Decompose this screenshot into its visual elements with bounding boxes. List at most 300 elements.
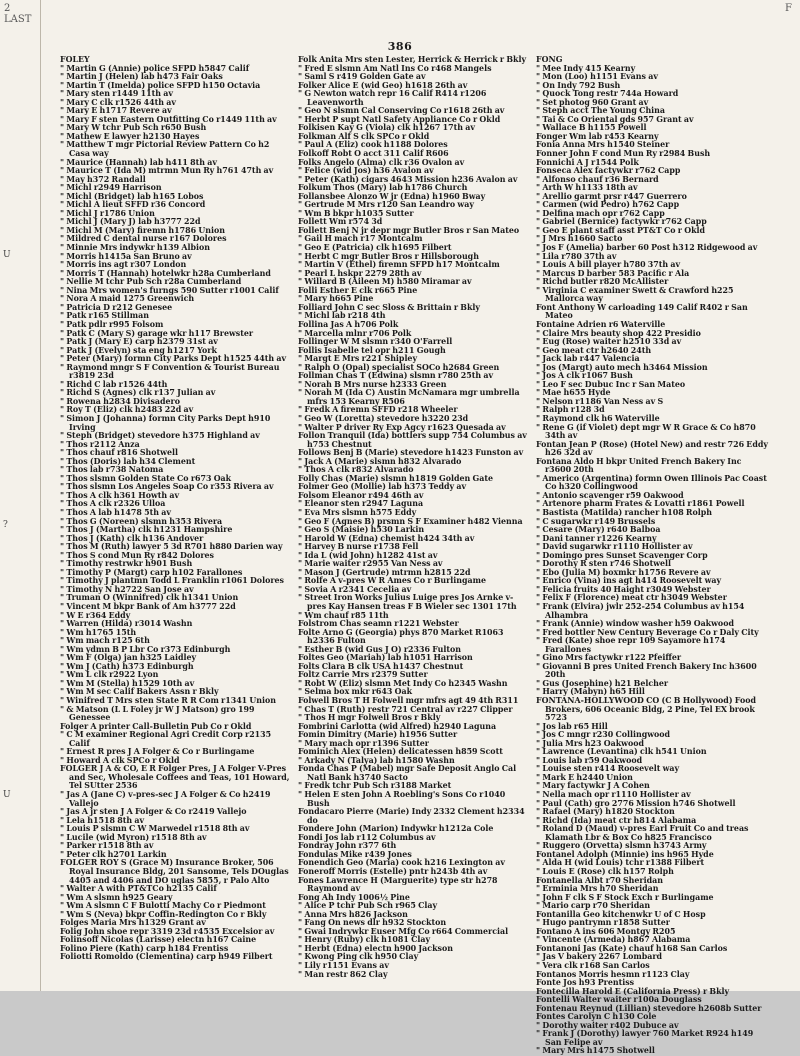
directory-entry: " Mee Indy 415 Kearny	[536, 63, 636, 73]
directory-entry: " Giovanni B pres United French Bakery Inc h3600 20th	[536, 661, 757, 680]
directory-entry: " Alda H (wid Louis) tchr r1388 Filbert	[536, 858, 705, 868]
directory-entry: Font Anthony W carloading 149 Calif R402 r San Mateo	[536, 302, 748, 321]
directory-entry: Fontano A ins 606 Montgy R205	[536, 926, 676, 936]
directory-entry: " Frank (Annie) window washer h59 Oakwood	[536, 619, 734, 629]
directory-entry: " Mary mach opr r1396 Sutter	[298, 738, 429, 748]
directory-entry: Folly Chas (Marie) slsmn h1819 Golden Gate	[298, 473, 494, 483]
directory-entry: " & Matson (L L Foley jr W J Matson) gro 199 Genessee	[60, 704, 255, 723]
directory-entry: " Americo (Argentina) formn Owen Illinois Pac Coast Co h320 Collingwood	[536, 473, 767, 492]
directory-entry: " Jos F (Amelia) barber 60 Post h312 Ridgewood av	[536, 243, 758, 253]
directory-entry: " Roland D (Maud) v-pres Earl Fruit Co and treas Klamath Lbr & Box Co h825 Francisco	[536, 824, 749, 842]
directory-entry: " Cesare (Mary) r640 Balboa	[536, 525, 661, 535]
directory-entry: " Rafael (Mary) h1820 Stockton	[536, 807, 675, 817]
directory-entry: " Mark E h2440 Union	[536, 772, 633, 782]
corner-mark-left-2: LAST	[4, 14, 32, 25]
directory-entry: FONTANA-HOLLYWOOD CO (C B Hollywood) Food Brokers, 606 Oceanic Bldg, 2 Pine, Tel EX brook 5723	[536, 696, 757, 723]
directory-entry: " Mildred C dental nurse r167 Dolores	[60, 234, 227, 244]
directory-entry: " Jas V bakery 2267 Lombard	[536, 952, 663, 962]
directory-entry: " Gino Mrs factywkr r122 Pfeiffer	[536, 653, 682, 663]
directory-entry: " Mathew E lawyer h2130 Hayes	[60, 131, 200, 141]
directory-entry: " Wm A slsmn C F Bulotti Machy Co r Piedmont	[60, 901, 266, 911]
directory-entry: " Howard A clk SPCo r Okld	[60, 755, 180, 765]
directory-entry: " Thos A lab h1478 5th av	[60, 507, 171, 517]
directory-entry: " Fang On news dlr h932 Stockton	[298, 918, 447, 928]
directory-entry: Fondulas Mike r439 Jones	[298, 849, 412, 859]
directory-entry: " Thos A clk h361 Howth av	[60, 490, 180, 500]
directory-entry: " Michl J r1786 Union	[60, 208, 155, 218]
directory-entry: " Martin V (Ethel) firemn SFPD h17 Montcalm	[298, 260, 500, 270]
directory-entry: " Anna Mrs h826 Jackson	[298, 909, 408, 919]
directory-entry: " Jos C mngr r230 Collingwood	[536, 730, 671, 740]
directory-entry: " Timothy P (Margt) carp h102 Farallones	[60, 567, 243, 577]
directory-entry: Folk Anita Mrs sten Lester, Herrick & Herrick r Bkly	[298, 55, 527, 64]
directory-entry: " Rowena h2834 Divisadero	[60, 396, 180, 406]
directory-entry: " Arkady N (Talya) lab h1580 Washn	[298, 755, 455, 765]
directory-entry: " Patk C (Mary S) garage wkr h117 Brewster	[60, 328, 254, 338]
directory-entry: " Patk J (Evelyn) sta eng h1217 York	[60, 345, 217, 355]
directory-entry: Folkoff Robt O acct 311 Calif R606	[298, 149, 449, 159]
directory-entry: " Geo meat ctr h2640 24th	[536, 345, 652, 355]
directory-entry: " Carmen (wid Pedro) h762 Capp	[536, 200, 680, 210]
directory-entry: " Gail H mach r17 Montcalm	[298, 234, 423, 244]
directory-entry: " Ida L (wid John) h1282 41st av	[298, 550, 438, 560]
directory-entry: " Jos (Margt) auto mech h3464 Mission	[536, 362, 708, 372]
directory-entry: Folmer Geo (Mollie) lab h373 Teddy av	[298, 482, 467, 492]
directory-entry: " Frank J (Dorothy) lawyer 760 Market R924 h149 San Felipe av	[536, 1029, 754, 1047]
directory-entry: " Norah B Mrs nurse h2333 Green	[298, 379, 447, 389]
directory-entry: Folinsoff Nicolas (Larisse) electn h167 Caine	[60, 935, 257, 945]
directory-entry: " Saml S r419 Golden Gate av	[298, 72, 426, 82]
directory-entry: " Leo F sec Dubuc Inc r San Mateo	[536, 379, 686, 389]
directory-entry: " Felix F (Florence) meat ctr h3049 Webster	[536, 593, 727, 603]
directory-entry: " Wm chauf r85 11th	[298, 610, 389, 620]
directory-entry: " C M examiner Regional Agri Credit Corp r2135 Calif	[60, 730, 272, 748]
directory-entry: " Eug (Rose) waiter h2510 33d av	[536, 337, 682, 347]
directory-entry: " Timothy N h2722 San Jose av	[60, 584, 194, 594]
directory-entry: " Artenore pharm Frates & Lovatti r1861 Powell	[536, 499, 745, 509]
directory-entry: " Martin J (Helen) lab h473 Fair Oaks	[60, 72, 223, 82]
directory-entry: Folwell Bros T H Folwell mgr mfrs agt 49 4th R311	[298, 696, 519, 706]
directory-entry: Fontanella Albt r70 Sheridan	[536, 875, 663, 885]
directory-entry: Foneroff Morris (Estelle) pntr h243b 4th av	[298, 866, 488, 876]
directory-entry: " David sugarwkr r1110 Hollister av	[536, 542, 693, 552]
directory-entry: " Fred bottler New Century Beverage Co r Daly City	[536, 627, 759, 637]
directory-entry: " Michl J (Mary J) lab h3777 22d	[60, 217, 201, 227]
directory-entry: " Richd S (Agnes) clk r137 Julian av	[60, 388, 216, 398]
directory-column-3	[536, 55, 768, 1056]
directory-entry: " Ralph r128 3d	[536, 405, 605, 415]
directory-entry: " Mary C clk r1526 44th av	[60, 97, 176, 107]
directory-entry: " Geo W (Loretta) stevedore h3220 23d	[298, 413, 469, 423]
directory-entry: " Thos A clk r2326 Ulloa	[60, 499, 166, 509]
directory-entry: " Thos M (Ruth) lawyer 5 3d R701 h880 Darien way	[60, 542, 283, 552]
directory-column-1	[60, 56, 292, 976]
directory-entry: " Walter A with PT&TCo h2135 Calif	[60, 884, 217, 894]
directory-entry: " Louis E (Rose) clk h157 Rolph	[536, 866, 674, 876]
directory-entry: " Jas A jr sten J A Folger & Co r2419 Vallejo	[60, 807, 247, 817]
directory-entry: Fonendich Geo (Maria) cook h216 Lexington av	[298, 858, 505, 868]
directory-entry: " Fredk tchr Pub Sch r3188 Market	[298, 781, 452, 791]
directory-entry: " Willard B (Aileen M) h580 Miramar av	[298, 277, 472, 287]
directory-entry: " Morris T (Hannah) hotelwkr h28a Cumberland	[60, 268, 271, 278]
directory-entry: " Mae h655 Hyde	[536, 388, 611, 398]
directory-entry: " Peter (Kath) cigars 4643 Mission h236 Avalon av	[298, 174, 518, 184]
directory-entry: " Rene G (if Violet) dept mgr W R Grace & Co h870 34th av	[536, 422, 756, 441]
directory-entry: Fonger Wm lab r453 Kearny	[536, 131, 659, 141]
directory-entry: Folig John shoe repr 3319 23d r4535 Excelsior av	[60, 926, 275, 936]
directory-entry: " Nella mach opr r1110 Hollister av	[536, 790, 691, 800]
directory-entry: " Delfina mach opr r762 Capp	[536, 208, 665, 218]
directory-entry: Fontelli Walter waiter r100a Douglass	[536, 995, 702, 1005]
directory-entry: " Vincent M bkpr Bank of Am h3777 22d	[60, 602, 236, 611]
directory-entry: " Jack lab r447 Valencia	[536, 354, 640, 364]
directory-entry: " Timothy restrwkr h901 Bush	[60, 559, 193, 569]
directory-entry: " Ruggero (Orvetta) slsmn h3743 Army	[536, 841, 707, 851]
directory-entry: Fondi Jos lab r112 Columbus av	[298, 832, 436, 842]
directory-entry: Fontan Jean P (Rose) (Hotel New) and restr 726 Eddy h26 32d av	[536, 439, 768, 458]
directory-entry: " Lila r780 37th av	[536, 251, 617, 261]
directory-entry: Fondere John (Marion) Indywkr h1212a Cole	[298, 824, 494, 834]
directory-entry: Folts Clara B clk USA h1437 Chestnut	[298, 661, 464, 671]
directory-entry: " Mason J (Gertrude) mtrmn h2815 22d	[298, 567, 471, 577]
directory-entry: " Gwai Indrywkr Euser Mfg Co r664 Commercial	[298, 926, 509, 936]
directory-entry: Fonseca Alex factywkr r762 Capp	[536, 166, 681, 176]
directory-entry: " Mary factywkr J A Cohen	[536, 781, 650, 791]
directory-entry: " Pearl L hskpr 2279 28th av	[298, 268, 422, 278]
directory-entry: Follinger W M slsmn r340 O'Farrell	[298, 337, 453, 347]
directory-entry: " On Indy 792 Bush	[536, 80, 621, 90]
directory-entry: Folkisen Kay G (Viola) clk h1267 17th av	[298, 123, 475, 133]
page-number: 386	[387, 40, 413, 53]
directory-entry: " Paul A (Eliz) cook h1188 Dolores	[298, 140, 448, 150]
corner-mark-right: F	[785, 3, 792, 14]
directory-entry: " Richd butler r820 McAllister	[536, 277, 669, 287]
margin-mark: ?	[3, 520, 8, 530]
directory-entry: " Lawrence (Levantina) clk h541 Union	[536, 747, 707, 757]
directory-entry: " Richd (Ida) meat ctr h814 Alabama	[536, 815, 697, 825]
directory-entry: Fonnichi A J r1544 Polk	[536, 157, 639, 167]
directory-entry: " Hugo pantrymn r1858 Sutter	[536, 918, 670, 928]
directory-entry: " Michl M (Mary) firemn h1786 Union	[60, 225, 225, 235]
directory-entry: Folger A printer Call-Bulletin Pub Co r Okld	[60, 721, 252, 731]
directory-entry: Folkman Alf S clk SPCo r Okld	[298, 131, 430, 141]
directory-entry: " Felicia fruits 40 Haight r3049 Webster	[536, 584, 711, 594]
directory-entry: Fontanilla Geo kitchenwkr U of C Hosp	[536, 909, 706, 919]
directory-entry: " Roy T (Eliz) clk h2483 22d av	[60, 405, 194, 415]
directory-entry: Fontanoni Jas (Kate) chauf h168 San Carlos	[536, 943, 728, 953]
directory-entry: " Mary Mrs h1475 Shotwell	[536, 1046, 655, 1056]
directory-entry: Fominich Alex (Helen) delicatessen h859 Scott	[298, 747, 503, 757]
directory-entry: " Man restr 862 Clay	[298, 969, 388, 979]
directory-entry: " Mary E h1717 Revere av	[60, 106, 172, 116]
directory-entry: " Thos J (Martha) clk h1231 Hampshire	[60, 525, 233, 535]
directory-entry: " Wm L clk r2922 Lyon	[60, 670, 159, 680]
directory-entry: Folliard John C sec Sloss & Brittain r Bkly	[298, 302, 481, 312]
directory-entry: " Wm M (Stella) h1529 10th av	[60, 678, 195, 688]
directory-entry: Fones Lawrence H (Marguerite) type str h278 Raymond av	[298, 875, 498, 894]
directory-entry: " Gus (Josephine) h21 Belcher	[536, 678, 669, 688]
directory-entry: " Margt E Mrs r221 Shipley	[298, 354, 418, 364]
margin-mark: U	[3, 790, 11, 800]
directory-entry: Foliotti Romoldo (Clementina) carp h949 Filbert	[60, 952, 273, 962]
directory-entry: Fontana Aldo H bkpr United French Bakery Inc r3600 20th	[536, 456, 742, 475]
directory-entry: Follon Tranquil (Ida) bottlers supp 754 Columbus av h753 Chestnut	[298, 431, 527, 449]
directory-entry: " Esther B (wid Gus J O) r2336 Fulton	[298, 644, 462, 654]
directory-entry: " Thos H mgr Folwell Bros r Bkly	[298, 713, 441, 723]
directory-entry: " Morris ins agt r307 London	[60, 260, 187, 270]
directory-entry: " Arth W h1133 18th av	[536, 183, 638, 193]
directory-entry: " Patk J (Mary E) carp h2379 31st av	[60, 337, 218, 347]
directory-entry: " Street Iron Works Julius Luige pres Jos Arnke v-pres Kay Hansen treas F B Wieler sec 1301 17th	[298, 593, 517, 611]
directory-entry: " Matthew T mgr Pictorial Review Pattern Co h2 Casa way	[60, 140, 270, 159]
page-fold-line	[40, 0, 41, 991]
directory-entry: " Lela h1518 8th av	[60, 815, 145, 825]
directory-entry: " Thos lab r738 Natoma	[60, 465, 164, 475]
directory-entry: " Jas A (Jane C) v-pres-sec J A Folger & Co h2419 Vallejo	[60, 790, 271, 808]
directory-entry: Foltes Geo (Mariah) lab h1051 Harrison	[298, 653, 473, 663]
directory-entry: Fonda Chas P (Mabel) mgr Safe Deposit Anglo Cal Natl Bank h3740 Sacto	[298, 764, 517, 782]
directory-entry: " Felice (wid Jos) h36 Avalon av	[298, 166, 434, 176]
directory-entry: " Mary W tchr Pub Sch r650 Bush	[60, 123, 207, 133]
directory-entry: " Arellio garmt prsr r447 Guerrero	[536, 191, 687, 201]
directory-entry: " Marcus D barber 583 Pacific r Ala	[536, 268, 690, 278]
directory-entry: " Ebo (Julia M) boxmkr h1756 Revere av	[536, 567, 711, 577]
directory-entry: " Domingo pres Sunset Scavenger Corp	[536, 550, 708, 560]
directory-entry: " Harry (Mabyn) h65 Hill	[536, 687, 645, 697]
directory-entry: " Frank (Elvira) jwlr 252-254 Columbus av h154 Alhambra	[536, 602, 745, 620]
directory-entry: Fonner John F cond Mun Ry r2984 Bush	[536, 149, 711, 159]
directory-entry: " Dorothy waiter r402 Dubuce av	[536, 1020, 679, 1030]
directory-entry: " Nelson r1186 Van Ness av S	[536, 396, 664, 406]
directory-entry: " Enrico (Vina) ins agt h414 Roosevelt way	[536, 576, 722, 586]
directory-entry: " Louis P slsmn C W Marwedel r1518 8th av	[60, 824, 250, 834]
directory-entry: " Louise sten r414 Roosevelt way	[536, 764, 680, 774]
directory-entry: " Norah M (Ida C) Austin McNamara mgr umbrella mfrs 153 Kearny R506	[298, 388, 520, 406]
directory-entry: Folte Arno G (Georgia) phys 870 Market R1063 h2336 Fulton	[298, 627, 504, 646]
directory-entry: Fonte Jos h93 Prentiss	[536, 978, 635, 988]
directory-entry: " Winifred T Mrs sten State R R Com r1341 Union	[60, 696, 277, 706]
directory-entry: " Patk pdlr r995 Folsom	[60, 319, 164, 329]
directory-entry: " Ernest R pres J A Folger & Co r Burlingame	[60, 747, 255, 757]
directory-entry: " Geo E (Patricia) clk h1695 Filbert	[298, 243, 452, 253]
directory-entry: Foltz Carrie Mrs r2379 Sutter	[298, 670, 428, 680]
directory-entry: " Thos A clk r832 Alvarado	[298, 465, 414, 475]
directory-entry: " Wm S (Neva) bkpr Coffin-Redington Co r Bkly	[60, 909, 267, 919]
directory-entry: Fontecilla Harold E (California Press) r Bkly	[536, 986, 730, 996]
directory-entry: " Geo F (Agnes B) prsmn S F Examiner h482 Vienna	[298, 516, 523, 526]
directory-entry: Fontes Carolyn C h130 Cole	[536, 1012, 657, 1022]
directory-entry: " Gabriel (Bernice) factywkr r762 Capp	[536, 217, 707, 227]
directory-entry: " Paul (Cath) gro 2776 Mission h746 Shotwell	[536, 798, 736, 808]
directory-entry: " Martin G (Annie) police SFPD h5847 Calif	[60, 63, 250, 73]
directory-entry: " Wm J (Cath) h373 Edinburgh	[60, 661, 194, 671]
directory-entry: Folli Esther E clk r665 Pine	[298, 285, 418, 295]
directory-entry: " Jack A (Marie) slsmn h832 Alvarado	[298, 456, 462, 466]
margin-mark: U	[3, 250, 11, 260]
directory-entry: " Thos r2112 Anza	[60, 439, 140, 449]
directory-entry: " Thos chauf r816 Shotwell	[60, 448, 178, 458]
directory-entry: " Quock Tong restr 744a Howard	[536, 89, 679, 99]
directory-entry: " Alfonso chauf r36 Bernard	[536, 174, 659, 184]
directory-entry: FOLEY	[60, 55, 90, 64]
directory-entry: " Robt W (Eliz) slsmn Met Indy Co h2345 Washn	[298, 678, 508, 688]
directory-entry: " Wm A slsmn h925 Geary	[60, 892, 173, 902]
directory-entry: " Alice P tchr Pub Sch r965 Clay	[298, 901, 438, 911]
directory-entry: " Julia Mrs h23 Oakwood	[536, 738, 645, 748]
directory-entry: " Wm mach r125 6th	[60, 636, 150, 646]
directory-entry: " Harvey B nurse r1738 Fell	[298, 542, 419, 552]
directory-entry: Fontenau Reynud (Lillian) stevedore h2608b Sutter	[536, 1003, 762, 1013]
directory-entry: " Lily r1151 Evans av	[298, 960, 389, 970]
directory-entry: " W E r364 Eddy	[60, 610, 131, 620]
directory-entry: " Patricia D r212 Genesee	[60, 302, 173, 312]
directory-entry: " Mary F sten Eastern Outfitting Co r1449 11th av	[60, 114, 277, 124]
directory-entry: " Mario carp r70 Sheridan	[536, 901, 651, 911]
directory-entry: " Kwong Ping clk h950 Clay	[298, 952, 419, 962]
directory-entry: Fombrini Carlotta (wid Alfred) h2940 Laguna	[298, 721, 497, 731]
directory-entry: " Martin T (Imelda) police SFPD h150 Octavia	[60, 80, 261, 90]
directory-entry: " Thos J (Kath) clk h136 Andover	[60, 533, 204, 543]
directory-entry: Fontanel Adolph (Minnie) ins h965 Hyde	[536, 849, 714, 859]
directory-entry: " Chas T (Ruth) restr 721 Central av r227 Clipper	[298, 704, 513, 714]
directory-entry: " Warren (Hilda) r3014 Washn	[60, 619, 193, 629]
directory-entry: " Fred (Kate) shoe repr 109 Sayamore h174 Farallones	[536, 636, 726, 654]
directory-entry: " Wm F (Olga) jan h325 Laidley	[60, 653, 197, 663]
directory-entry: " Herbt C mgr Butler Bros r Hillsborough	[298, 251, 479, 261]
directory-entry: " Eleanor sten r2947 Laguna	[298, 499, 424, 509]
directory-entry: " Thos G (Noreen) slsmn h353 Rivera	[60, 516, 223, 526]
directory-entry: " Thos (Doris) lab h34 Clement	[60, 456, 196, 466]
directory-entry: Fontaine Adrien r6 Waterville	[536, 319, 666, 329]
directory-entry: " Wm h1765 15th	[60, 627, 137, 637]
directory-entry: " Morris h1415a San Bruno av	[60, 251, 192, 261]
directory-entry: " Thos slsmn Los Angeles Soap Co r353 Rivera av	[60, 482, 274, 492]
directory-entry: " Parker r1518 8th av	[60, 841, 154, 851]
directory-entry: Folsom Eleanor r494 46th av	[298, 490, 424, 500]
directory-entry: Fong Ah Indy 1006½ Pine	[298, 892, 410, 902]
directory-entry: " J Mrs h1660 Sacto	[536, 234, 623, 244]
directory-entry: " Steph acct The Young China	[536, 106, 666, 116]
directory-entry: " Marcella mlnr r706 Polk	[298, 328, 412, 338]
directory-entry: " Mary sten r1449 11th av	[60, 89, 173, 99]
directory-entry: Follansbee Alonzo W jr (Edna) h1960 Bway	[298, 191, 486, 201]
directory-entry: " Richd C lab r1526 44th	[60, 379, 168, 389]
directory-entry: " May h372 Randall	[60, 174, 146, 184]
directory-entry: Fondray John r377 6th	[298, 841, 397, 851]
directory-entry: " Ralph O (Opal) specialist SOCo h2684 Green	[298, 362, 500, 372]
directory-entry: " Louis lab r59 Oakwood	[536, 755, 643, 765]
directory-entry: Follett Wm r574 3d	[298, 217, 383, 227]
directory-entry: " Marie waiter r2955 Van Ness av	[298, 559, 443, 569]
directory-entry: " Rolfe A v-pres W R Ames Co r Burlingame	[298, 576, 487, 586]
directory-entry: " Michl lab r218 4th	[298, 311, 386, 321]
directory-entry: " Dorothy R sten r746 Shotwell	[536, 559, 672, 569]
directory-entry: " Lucile (wid Myron) r1518 8th av	[60, 832, 207, 842]
directory-entry: " Peter clk h2701 Larkin	[60, 849, 167, 859]
directory-entry: " Maurice (Hannah) lab h411 8th av	[60, 157, 217, 167]
directory-entry: " Nora A maid 1275 Greenwich	[60, 294, 195, 304]
directory-entry: " Geo N slsmn Cal Conserving Co r1618 26th av	[298, 106, 505, 116]
directory-entry: " Dani tanner r1226 Kearny	[536, 533, 657, 543]
directory-entry: " Louis A bill player h780 37th av	[536, 260, 681, 270]
directory-entry: " Michl (Bridget) lab h165 Lobos	[60, 191, 204, 201]
directory-entry: " Walter P driver Ry Exp Agcy r1623 Quesada av	[298, 422, 506, 432]
directory-entry: " Raymond mngr S F Convention & Tourist Bureau r3819 23d	[60, 362, 280, 381]
directory-entry: Fomin Dimitry (Marie) h1956 Sutter	[298, 730, 458, 740]
directory-column-2	[298, 55, 530, 979]
directory-entry: " Truman O (Winnifred) clk h1341 Union	[60, 593, 239, 603]
directory-entry: " John F clk S F Stock Exch r Burlingame	[536, 892, 714, 902]
corner-mark-left: 2	[4, 3, 11, 14]
directory-entry: " Michl A lieut SFFD r36 Concord	[60, 200, 206, 210]
directory-entry: " Helen E sten John A Roebling's Sons Co r1040 Bush	[298, 790, 506, 808]
directory-entry: FOLGER J A & CO, E R Folger Pres, J A Folger V-Pres and Sec, Wholesale Coffees and Teas, 101 Howard, Tel SUtter 2536	[60, 764, 290, 791]
directory-entry: " Henry (Ruby) clk h1081 Clay	[298, 935, 431, 945]
directory-entry: " Eva Mrs slsmn h575 Eddy	[298, 507, 417, 517]
directory-entry: Folges Maria Mrs h1329 Grant av	[60, 918, 206, 928]
directory-entry: Follman Chas T (Edwina) slsmn r780 25th av	[298, 371, 494, 381]
directory-entry: " Herbt (Edna) electn h900 Jackson	[298, 943, 453, 953]
directory-entry: " Virginia C examiner Swett & Crawford h225 Mallorca way	[536, 285, 734, 304]
directory-entry: " Wm M sec Calif Bakers Assn r Bkly	[60, 687, 219, 697]
directory-entry: " Vincente (Armeda) h867 Alabama	[536, 935, 691, 945]
directory-entry: Fontanos Morris hesmn r1123 Clay	[536, 969, 690, 979]
directory-entry: " Simon J (Johanna) formn City Parks Dept h910 Irving	[60, 413, 271, 432]
directory-entry: " Fred E slsmn Am Natl Ins Co r468 Mangels	[298, 63, 492, 73]
directory-entry: " Maurice T (Ida M) mtrmn Mun Ry h761 47th av	[60, 166, 274, 176]
directory-entry: Follis Isabelle tel opr h211 Gough	[298, 345, 446, 355]
directory-entry: " Patk r165 Stillman	[60, 311, 149, 321]
directory-entry: " Mary h665 Pine	[298, 294, 374, 304]
directory-entry: " Nina Mrs women's furngs 590 Sutter r1001 Calif	[60, 285, 279, 295]
directory-entry: Follows Benj B (Marie) stevedore h1423 Funston av	[298, 448, 524, 458]
directory-entry: " Geo S (Maisie) h530 Larkin	[298, 525, 425, 535]
directory-entry: Folkum Thos (Mary) lab h1786 Church	[298, 183, 468, 193]
directory-entry: Folino Piere (Kath) carp h184 Frentiss	[60, 943, 229, 953]
directory-entry: " Steph (Bridget) stevedore h375 Highland av	[60, 431, 260, 441]
directory-entry: " Peter (Mary) formn City Parks Dept h1525 44th av	[60, 354, 287, 364]
directory-entry: Fondacaro Pierre (Marie) Indy 2332 Clement h2334 do	[298, 807, 525, 825]
directory-entry: " Erminia Mrs h70 Sheridan	[536, 884, 659, 894]
directory-entry: FONG	[536, 55, 563, 64]
directory-entry: " C sugarwkr r149 Brussels	[536, 516, 656, 526]
directory-entry: " Thos S cond Mun Ry r842 Dolores	[60, 550, 215, 560]
directory-entry: " Jos lab r65 Hill	[536, 721, 608, 731]
directory-entry: " Herbt P supt Natl Safety Appliance Co r Okld	[298, 114, 501, 124]
directory-entry: " Wallace B h1155 Powell	[536, 123, 647, 133]
directory-entry: " Thos slsmn Golden State Co r673 Oak	[60, 473, 232, 483]
directory-entry: " Antonio scavenger r59 Oakwood	[536, 490, 684, 500]
directory-entry: " Michl r2949 Harrison	[60, 183, 162, 193]
directory-entry: " Claire Mrs beauty shop 422 Presidio	[536, 328, 701, 338]
directory-entry: Fonia Anna Mrs h1540 Steiner	[536, 140, 670, 150]
directory-entry: Follett Benj N jr depr mgr Butler Bros r San Mateo	[298, 225, 520, 235]
directory-entry: " Gertrude M Mrs r120 San Leandro way	[298, 200, 474, 210]
directory-entry: Folker Alice E (wid Geo) h1618 26th av	[298, 80, 468, 90]
directory-entry: " Set photog 960 Grant av	[536, 97, 649, 107]
directory-entry: " Tai & Co Oriental gds 957 Grant av	[536, 114, 694, 124]
directory-entry: " Wm B bkpr h1035 Sutter	[298, 208, 414, 218]
directory-entry: Follina Jas A h706 Polk	[298, 319, 399, 329]
directory-entry: " Mon (Loo) h1151 Evans av	[536, 72, 658, 82]
directory-entry: " Bastista (Matilda) rancher h108 Rolph	[536, 507, 713, 517]
directory-entry: " Jos A clk r1067 Bush	[536, 371, 633, 381]
directory-entry: Folks Angelo (Alma) clk r36 Ovalon av	[298, 157, 465, 167]
directory-entry: " Vera clk r168 San Carlos	[536, 960, 650, 970]
directory-entry: " Harold W (Edna) chemist h424 34th av	[298, 533, 475, 543]
directory-entry: FOLGER ROY S (Grace M) Insurance Broker, 506 Royal Insurance Bldg, 201 Sansome, Tels DOuglas 4405 and 4406 and DO uglas 5855, r Palo Alto	[60, 858, 289, 885]
directory-entry: " Fredk A firemn SFFD r218 Wheeler	[298, 405, 458, 415]
